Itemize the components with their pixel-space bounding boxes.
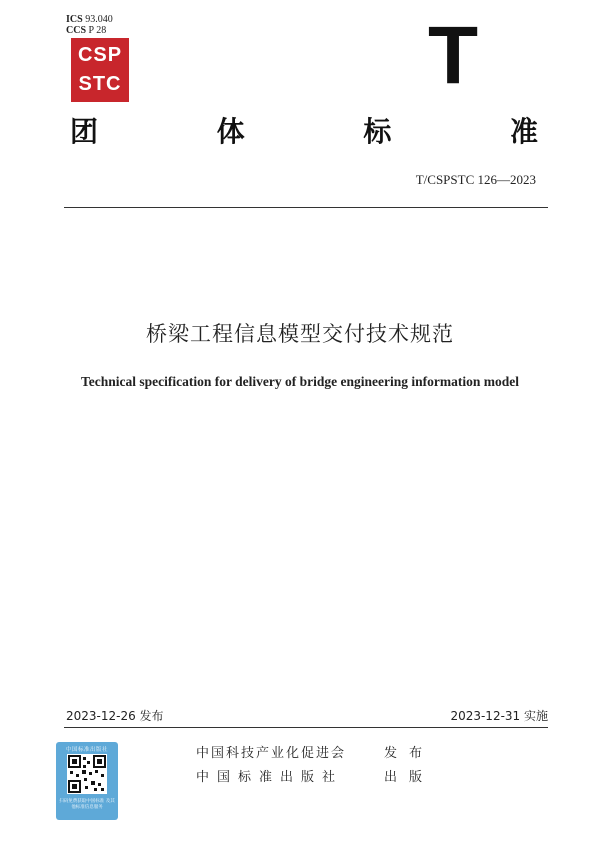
qr-code-icon [67, 754, 107, 794]
publisher-name: 中国标准出版社 [196, 770, 344, 785]
issue-date: 2023-12-26 发布 [66, 709, 164, 723]
logo-line2: STC [78, 73, 122, 95]
standard-type-title [70, 110, 538, 150]
cspstc-logo [71, 38, 129, 102]
type-char-4: 准 [509, 115, 538, 148]
ics-label: ICS [66, 14, 83, 25]
classification-codes [66, 14, 113, 36]
issuer-name: 中国科技产业化促进会 [196, 746, 347, 761]
implement-date: 2023-12-31 实施 [450, 709, 548, 723]
qr-card-footer: 扫码免费获取中国标准 及其他标准信息服务 [59, 799, 115, 810]
standard-number: T/CSPSTC 126—2023 [415, 172, 536, 187]
ccs-code: P 28 [88, 25, 107, 36]
ccs-label: CCS [66, 25, 87, 36]
type-char-3: 标 [363, 115, 392, 148]
publisher-names [196, 742, 346, 790]
chinese-title: 桥梁工程信息模型交付技术规范 [146, 322, 454, 346]
bottom-divider [64, 727, 548, 728]
top-divider [64, 207, 548, 208]
type-char-1: 团 [70, 115, 99, 148]
publisher-role: 出版 [384, 770, 435, 785]
publisher-roles [384, 742, 434, 790]
logo-line1: CSP [77, 44, 123, 66]
standard-letter: T [428, 10, 477, 101]
ics-code: 93.040 [85, 14, 113, 25]
qr-card-header: 中国标准出版社 [65, 747, 108, 753]
issuer-role: 发布 [384, 746, 435, 761]
qr-code-card[interactable] [56, 742, 118, 820]
type-char-2: 体 [216, 115, 245, 148]
english-title: Technical specification for delivery of bridge engineering information model [81, 374, 519, 389]
